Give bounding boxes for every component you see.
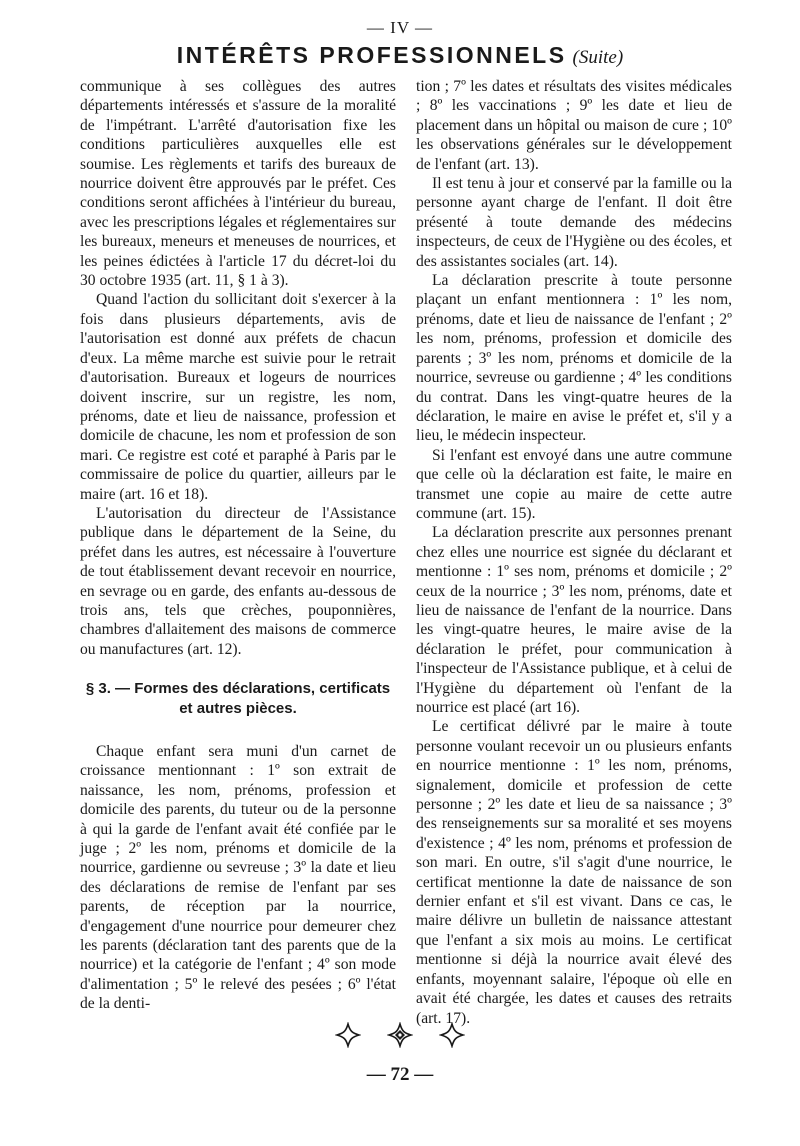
subheading-line: § 3. — Formes des déclarations, certificats bbox=[85, 680, 391, 698]
paragraph: tion ; 7º les dates et résultats des visites médicales ; 8º les vaccinations ; 9º les date et lieu de placement dans un hôpital ou maison de cure ; 10º les observations générales sur le développement de l'enfant (art. 13). bbox=[416, 78, 732, 173]
section-title: INTÉRÊTS PROFESSIONNELS bbox=[176, 42, 567, 68]
section-header bbox=[0, 42, 800, 69]
paragraph: Chaque enfant sera muni d'un carnet de croissance mentionnant : 1º son extrait de naissance, les nom, prénoms, profession et domicile des parents, du tuteur ou de la personne à qui la garde de l'enfant avait été confiée par le juge ; 2º les nom, prénoms et domicile de la nourrice, gardienne ou sevreuse ; 3º la date et lieu des déclarations de remise de l'enfant par ses parents, de réception par la nourrice, d'engagement d'une nourrice pour demeurer chez les parents (déclaration tant des parents que de la nourrice) et la catégorie de l'enfant ; 4º son mode d'alimentation ; 5º le relevé des pesées ; 6º l'état de la denti- bbox=[80, 743, 396, 1013]
page-number: — 72 — bbox=[366, 1064, 434, 1085]
paragraph: L'autorisation du directeur de l'Assistance publique dans le département de la Seine, du préfet dans les autres, est nécessaire à l'ouverture de tout établissement devant recevoir en nourrice, en sevrage ou en garde, des enfants au-dessous de trois ans, tels que crèches, pouponnières, chambres d'allaitement des maisons de commerce ou manufactures (art. 12). bbox=[80, 504, 396, 658]
paragraph: La déclaration prescrite à toute personne plaçant un enfant mentionnera : 1º les nom, prénoms, date et lieu de naissance de l'enfant ; 2º les nom, prénoms, profession et domicile des parents ; 3º les nom, prénoms et domicile de la nourrice, sevreuse ou gardienne ; 4º les conditions du contrat. Dans les vingt-quatre heures de la déclaration, le maire en avise le préfet et, s'il y a lieu, le médecin inspecteur. bbox=[416, 272, 732, 445]
diamond-outline-icon bbox=[335, 1022, 361, 1048]
subheading-line: et autres pièces. bbox=[179, 699, 297, 717]
section-title-suffix: (Suite) bbox=[572, 47, 624, 68]
paragraph: communique à ses collègues des autres départements intéressés et s'assure de la moralité de l'impétrant. L'arrêté d'autorisation fixe les conditions particulières auxquelles elle est soumise. Les règlements et tarifs des bureaux de nourrice doivent être approuvés par le préfet. Ces conditions seront affichées à l'intérieur du bureau, avec les prescriptions légales et réglementaires sur les bureaux, meneurs et meneuses de nourrices, et les peines édictées à l'article 17 du décret-loi du 30 octobre 1935 (art. 11, § 1 à 3). bbox=[80, 78, 396, 290]
subheading bbox=[80, 679, 396, 718]
paragraph: La déclaration prescrite aux personnes prenant chez elles une nourrice est signée du déclarant et mentionne : 1º ses nom, prénoms et domicile ; 2º ceux de la nourrice ; 3º les nom, prénoms, date et lieu de naissance de l'enfant de la nourrice. Dans les vingt-quatre heures, le maire avise de la déclaration le préfet, pour communication à l'inspecteur de l'Assistance publique, et à celui de l'Hygiène du département où l'enfant de la nourrice est placé (art 16). bbox=[416, 524, 732, 716]
right-column bbox=[416, 77, 732, 1028]
paragraph: Il est tenu à jour et conservé par la famille ou la personne ayant charge de l'enfant. Il doit être présenté à toute demande des médecins inspecteurs, de ceux de l'Hygiène ou des écoles, et des assistantes sociales (art. 14). bbox=[416, 175, 732, 270]
page-top-mark: — IV — bbox=[366, 18, 434, 37]
ornament-divider bbox=[0, 1022, 800, 1048]
diamond-ornate-icon bbox=[387, 1022, 413, 1048]
paragraph: Si l'enfant est envoyé dans une autre commune que celle où la déclaration est faite, le maire en transmet une copie au maire de cette autre commune (art. 15). bbox=[416, 446, 732, 522]
paragraph: Le certificat délivré par le maire à toute personne voulant recevoir un ou plusieurs enfants en nourrice mentionne : 1º les nom, prénoms, signalement, domicile et profession de cette personne ; 2º les date et lieu de sa naissance ; 3º des renseignements sur sa moralité et ses moyens d'existence ; 4º les nom, prénoms et profession de son mari. En outre, s'il s'agit d'une nourrice, le certificat mentionne la date de naissance de son dernier enfant et s'il est vivant. Dans ce cas, le maire délivre un bulletin de naissance attestant que l'enfant a six mois au moins. Le certificat mentionne si déjà la nourrice avait élevé des enfants, moyennant salaire, l'époque où elle en avait été chargée, les dates et causes des retraits (art. 17). bbox=[416, 718, 732, 1027]
diamond-outline-icon bbox=[439, 1022, 465, 1048]
paragraph: Quand l'action du sollicitant doit s'exercer à la fois dans plusieurs départements, avis de l'autorisation est donné aux préfets de chacun d'eux. La même marche est suivie pour le retrait d'autorisation. Bureaux et logeurs de nourrices doivent inscrire, sur un registre, les nom, prénoms, date et lieu de naissance, profession et domicile de chacune, les nom et profession de son mari. Ce registre est coté et paraphé à Paris par le commissaire de police du quartier, ailleurs par le maire (art. 16 et 18). bbox=[80, 291, 396, 503]
left-column bbox=[80, 77, 396, 1014]
